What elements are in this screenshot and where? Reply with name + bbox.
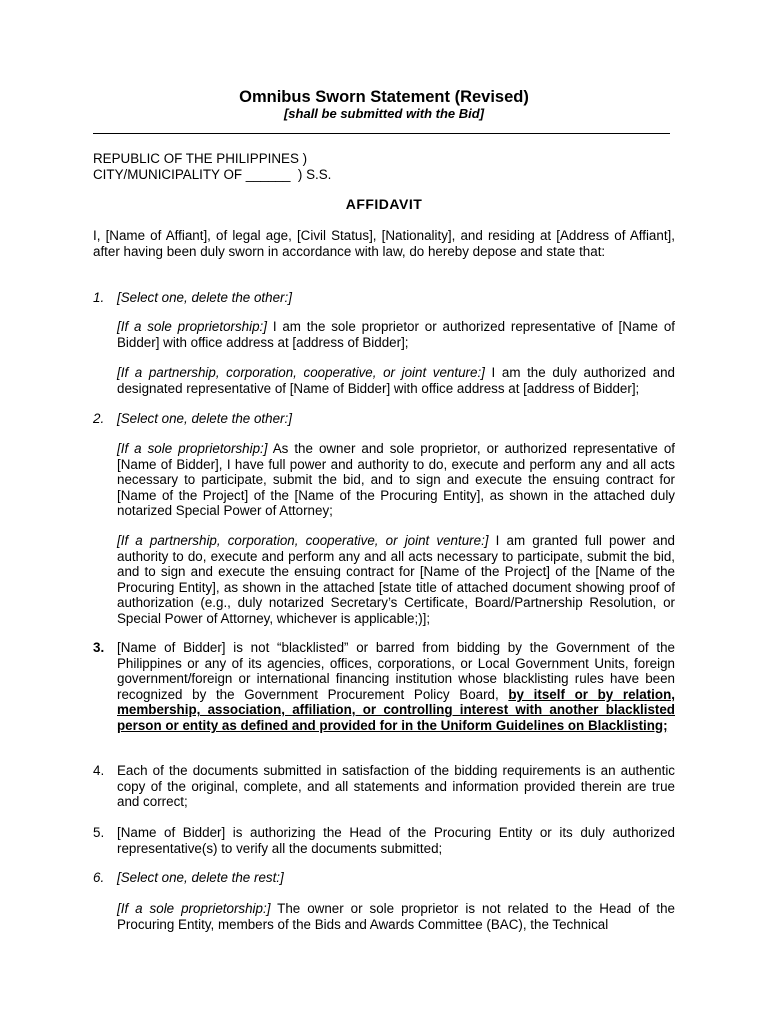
item-6-option-sole-text: The owner or sole proprietor is not related to the Head of the Procuring Entity, members of the Bids and Awards Committee (BAC), the Technical <box>117 901 675 932</box>
item-1-option-partnership-text: I am the duly authorized and designated representative of [Name of Bidder] with office address at [address of Bidder]; <box>117 365 675 396</box>
item-3-emphasis: by itself or by relation, membership, association, affiliation, or controlling interest with another blacklisted person or entity as defined and provided for in the Uniform Guidelines on Blacklisting; <box>117 686 675 733</box>
item-1-option-sole-text: I am the sole proprietor or authorized representative of [Name of Bidder] with office address at [address of Bidder]; <box>117 319 675 350</box>
title-rule <box>93 133 670 134</box>
item-3-text: [Name of Bidder] is not “blacklisted” or barred from bidding by the Government of the Philippines or any of its agencies, offices, corporations, or Local Government Units, foreign government/foreign or international financing institution whose blacklisting rules have been recognized by the Government Procurement Policy Board, <box>117 640 675 702</box>
item-3-paragraph <box>117 640 675 734</box>
item-1-option-sole <box>117 319 675 350</box>
item-6-option-sole-label: [If a sole proprietorship:] <box>117 901 271 916</box>
item-1-number: 1. <box>93 290 105 305</box>
item-4-paragraph: Each of the documents submitted in satisfaction of the bidding requirements is an authentic copy of the original, complete, and all statements and information provided therein are true and correct; <box>117 763 675 810</box>
item-1-select-note: [Select one, delete the other:] <box>117 290 292 305</box>
item-5-number: 5. <box>93 825 105 840</box>
item-2-option-sole-label: [If a sole proprietorship:] <box>117 441 268 456</box>
item-2-option-sole-text: As the owner and sole proprietor, or authorized representative of [Name of Bidder], I have full power and authority to do, execute and perform any and all acts necessary to participate, submit the bid, and to sign and execute the ensuing contract for [Name of the Project] of the [Name of the Procuring Entity], as shown in the attached duly notarized Special Power of Attorney; <box>117 441 675 519</box>
venue-line-1: REPUBLIC OF THE PHILIPPINES ) <box>93 151 308 166</box>
item-2-option-partnership-text: I am granted full power and authority to do, execute and perform any and all acts necessary to participate, submit the bid, and to sign and execute the ensuing contract for [Name of the Project] of the [Name of the Procuring Entity], as shown in the attached [state title of attached document showing proof of authorization (e.g., duly notarized Secretary’s Certificate, Board/Partnership Resolution, or Special Power of Attorney, whichever is applicable;)]; <box>117 533 675 626</box>
item-3-number: 3. <box>93 640 105 655</box>
item-2-option-partnership <box>117 533 675 627</box>
item-2-number: 2. <box>93 411 105 426</box>
item-6-select-note: [Select one, delete the rest:] <box>117 870 284 885</box>
document-title: Omnibus Sworn Statement (Revised) <box>239 88 529 106</box>
item-6-option-sole <box>117 901 675 932</box>
item-2-option-partnership-label: [If a partnership, corporation, cooperative, or joint venture:] <box>117 533 489 548</box>
item-5-paragraph: [Name of Bidder] is authorizing the Head of the Procuring Entity or its duly authorized representative(s) to verify all the documents submitted; <box>117 825 675 856</box>
item-2-select-note: [Select one, delete the other:] <box>117 411 292 426</box>
item-1-option-sole-label: [If a sole proprietorship:] <box>117 319 267 334</box>
document-subtitle: [shall be submitted with the Bid] <box>283 106 485 121</box>
venue-line-2: CITY/MUNICIPALITY OF ______ ) S.S. <box>93 167 332 182</box>
item-4-number: 4. <box>93 763 105 778</box>
item-1-option-partnership <box>117 365 675 396</box>
item-6-number: 6. <box>93 870 105 885</box>
affidavit-heading: AFFIDAVIT <box>345 196 423 212</box>
item-2-option-sole <box>117 441 675 519</box>
item-1-option-partnership-label: [If a partnership, corporation, cooperative, or joint venture:] <box>117 365 485 380</box>
intro-paragraph: I, [Name of Affiant], of legal age, [Civil Status], [Nationality], and residing at [Address of Affiant], after having been duly sworn in accordance with law, do hereby depose and state that: <box>93 228 675 259</box>
